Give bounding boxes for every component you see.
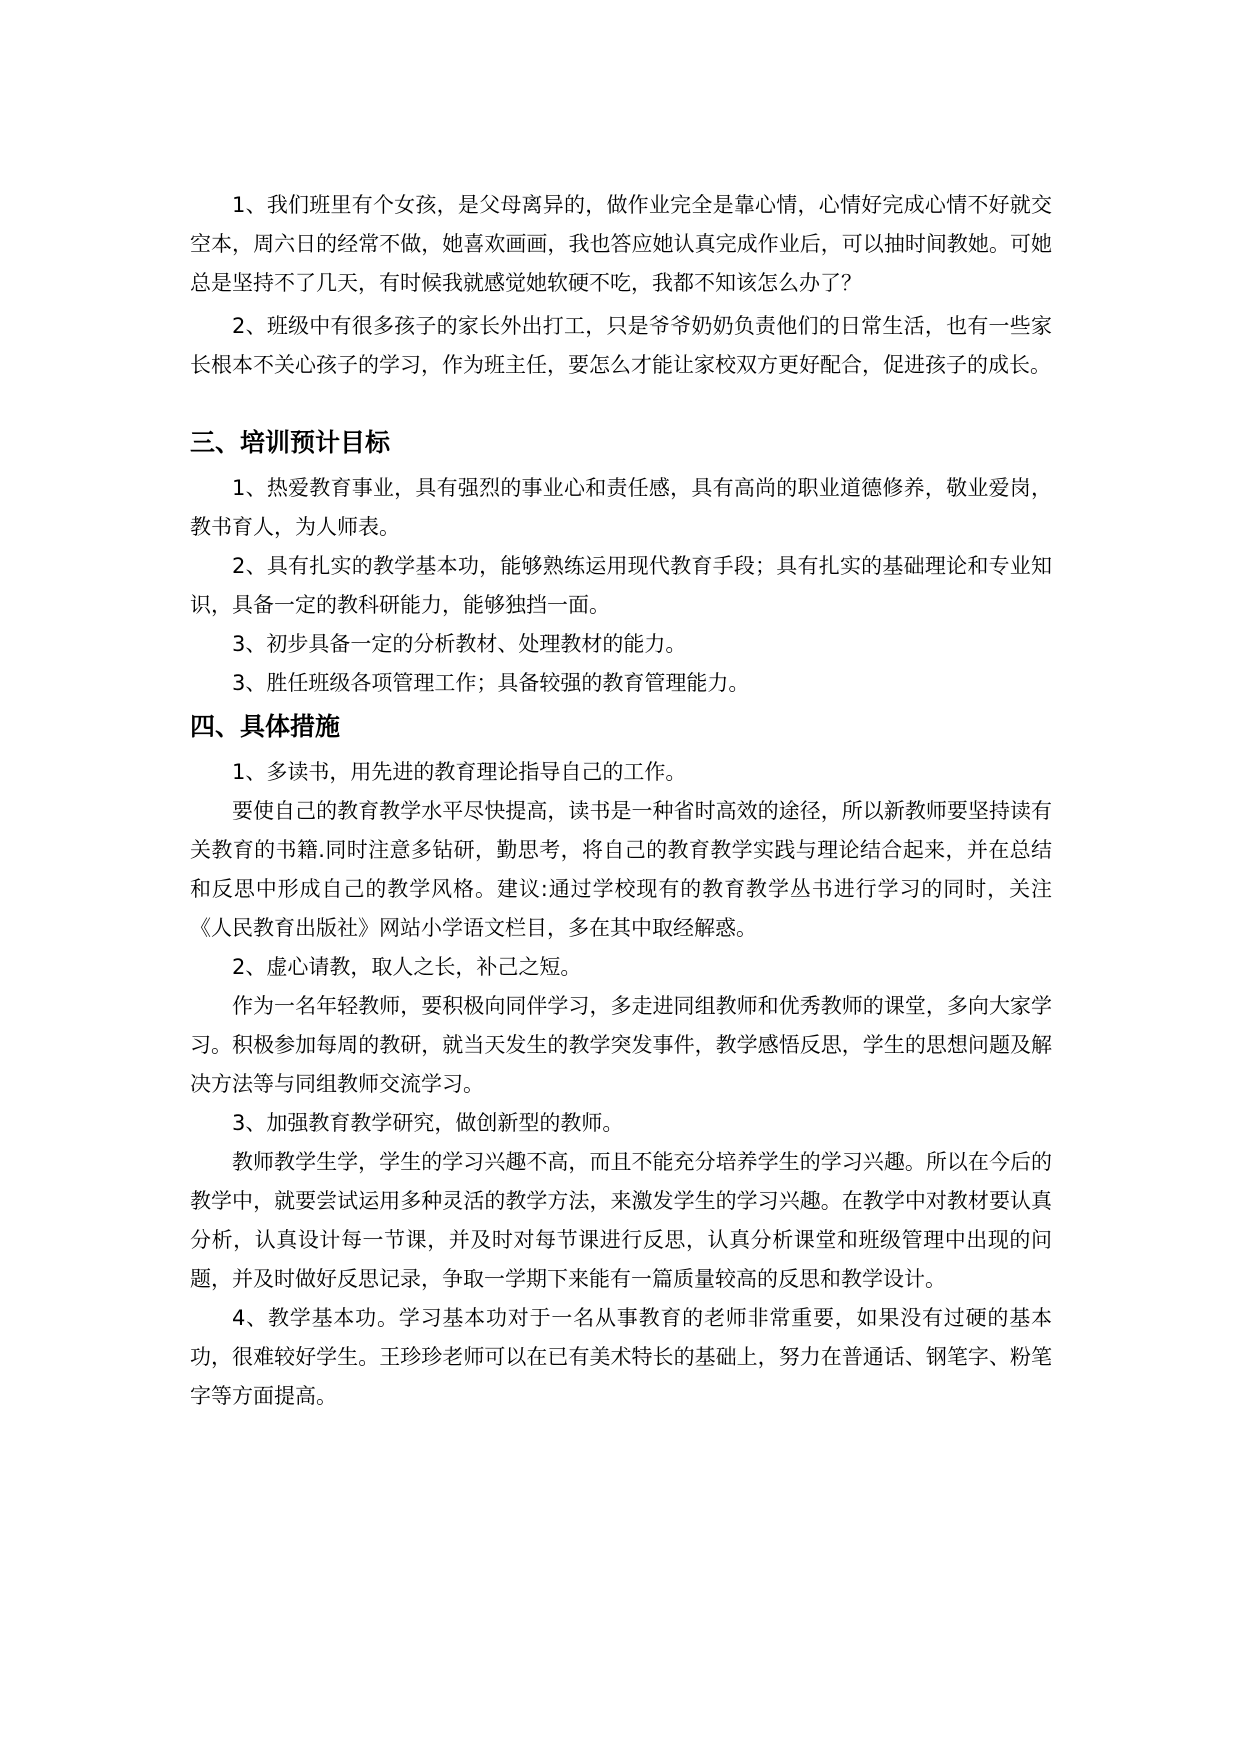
document-page	[190, 186, 1052, 1416]
measure-body: 要使自己的教育教学水平尽快提高，读书是一种省时高效的途径，所以新教师要坚持读有关教育的书籍.同时注意多钻研，勤思考，将自己的教育教学实践与理论结合起来，并在总结和反思中形成自己的教学风格。建议:通过学校现有的教育教学丛书进行学习的同时，关注《人民教育出版社》网站小学语文栏目，多在其中取经解惑。	[190, 799, 1052, 940]
goal-item: 1、热爱教育事业，具有强烈的事业心和责任感，具有高尚的职业道德修养，敬业爱岗，教书育人，为人师表。	[190, 476, 1052, 539]
measure-body: 教师教学生学，学生的学习兴趣不高，而且不能充分培养学生的学习兴趣。所以在今后的教学中，就要尝试运用多种灵活的教学方法，来激发学生的学习兴趣。在教学中对教材要认真分析，认真设计每一节课，并及时对每节课进行反思，认真分析课堂和班级管理中出现的问题，并及时做好反思记录，争取一学期下来能有一篇质量较高的反思和教学设计。	[190, 1150, 1052, 1291]
measure-body: 作为一名年轻教师，要积极向同伴学习，多走进同组教师和优秀教师的课堂，多向大家学习。积极参加每周的教研，就当天发生的教学突发事件，教学感悟反思，学生的思想问题及解决方法等与同组教师交流学习。	[190, 994, 1052, 1096]
question-1: 1、我们班里有个女孩，是父母离异的，做作业完全是靠心情，心情好完成心情不好就交空本，周六日的经常不做，她喜欢画画，我也答应她认真完成作业后，可以抽时间教她。可她总是坚持不了几天，有时候我就感觉她软硬不吃，我都不知该怎么办了？	[190, 193, 1052, 295]
goal-item: 3、初步具备一定的分析教材、处理教材的能力。	[232, 632, 687, 656]
measure-title: 1、多读书，用先进的教育理论指导自己的工作。	[232, 760, 687, 784]
measure-title: 3、加强教育教学研究，做创新型的教师。	[232, 1111, 624, 1135]
measure-title: 2、虚心请教，取人之长，补己之短。	[232, 955, 582, 979]
section-3-heading: 三、培训预计目标	[190, 428, 391, 457]
question-2: 2、班级中有很多孩子的家长外出打工，只是爷爷奶奶负责他们的日常生活，也有一些家长根本不关心孩子的学习，作为班主任，要怎么才能让家校双方更好配合，促进孩子的成长。	[190, 314, 1052, 377]
section-4-heading: 四、具体措施	[190, 712, 341, 741]
goal-item: 3、胜任班级各项管理工作；具备较强的教育管理能力。	[232, 671, 750, 695]
goal-item: 2、具有扎实的教学基本功，能够熟练运用现代教育手段；具有扎实的基础理论和专业知识，具备一定的教科研能力，能够独挡一面。	[190, 554, 1052, 617]
measure-body: 4、教学基本功。学习基本功对于一名从事教育的老师非常重要，如果没有过硬的基本功，很难较好学生。王珍珍老师可以在已有美术特长的基础上，努力在普通话、钢笔字、粉笔字等方面提高。	[190, 1306, 1052, 1408]
